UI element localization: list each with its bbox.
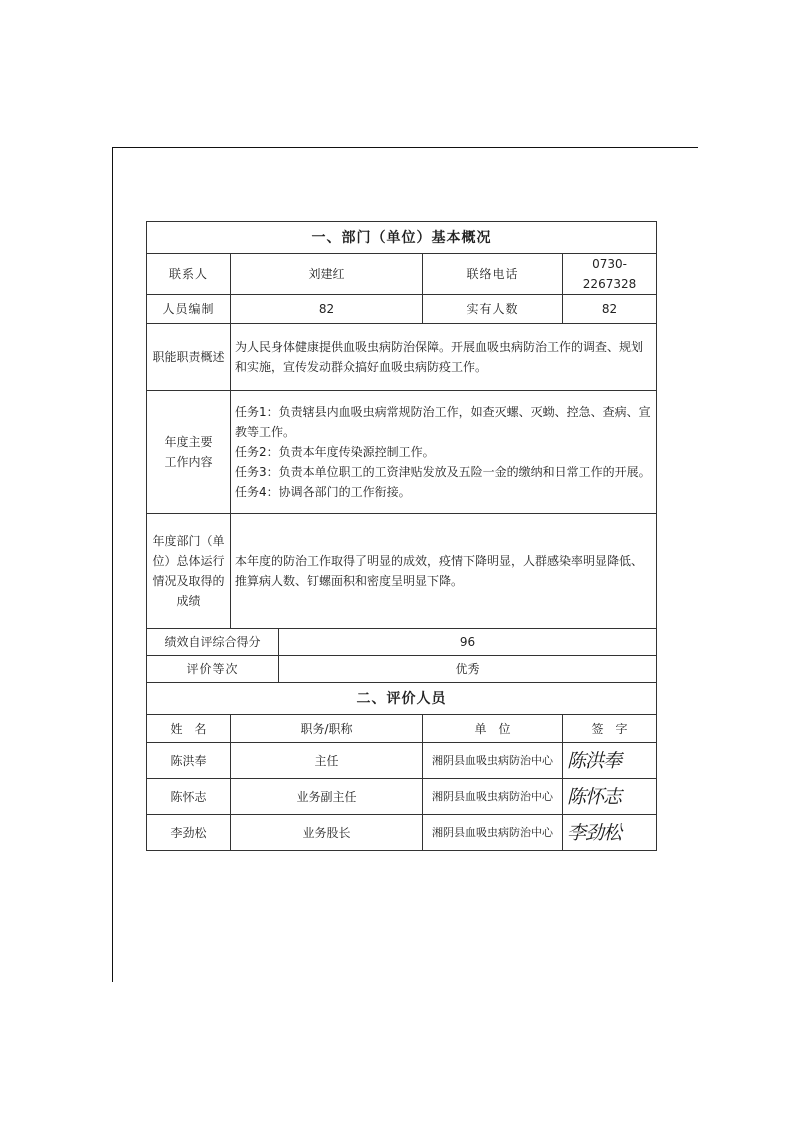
scan-edge-top: [112, 147, 698, 148]
section2-title: 二、评价人员: [147, 683, 657, 715]
task-item: 任务1：负责辖县内血吸虫病常规防治工作，如查灭螺、灭蚴、控急、查病、宣教等工作。: [235, 405, 651, 439]
phone-value: 0730-2267328: [563, 254, 657, 295]
evaluator-header-row: [147, 715, 657, 743]
handwritten-signature: 陈怀志: [563, 779, 657, 815]
evaluator-unit: 湘阴县血吸虫病防治中心: [423, 815, 563, 851]
contact-row: [147, 254, 657, 295]
header-name: 姓 名: [147, 715, 231, 743]
header-title: 职务/职称: [231, 715, 423, 743]
actual-label: 实有人数: [423, 295, 563, 324]
section2-title-row: [147, 683, 657, 715]
evaluator-title: 业务副主任: [231, 779, 423, 815]
summary-text: 本年度的防治工作取得了明显的成效，疫情下降明显，人群感染率明显降低、推算病人数、钉螺面积和密度呈明显下降。: [231, 514, 657, 629]
evaluation-form-table: [146, 221, 657, 851]
score-label: 绩效自评综合得分: [147, 629, 279, 656]
task-item: 任务3：负责本单位职工的工资津贴发放及五险一金的缴纳和日常工作的开展。: [235, 465, 651, 479]
contact-value: 刘建红: [231, 254, 423, 295]
annual-label: [147, 391, 231, 514]
annual-tasks: [231, 391, 657, 514]
evaluator-unit: 湘阴县血吸虫病防治中心: [423, 779, 563, 815]
score-row: [147, 629, 657, 656]
scan-edge-left: [112, 147, 113, 982]
evaluator-name: 陈怀志: [147, 779, 231, 815]
actual-value: 82: [563, 295, 657, 324]
phone-label: 联络电话: [423, 254, 563, 295]
evaluator-row: [147, 815, 657, 851]
score-value: 96: [279, 629, 657, 656]
summary-label: 年度部门（单位）总体运行情况及取得的成绩: [147, 514, 231, 629]
evaluator-row: [147, 743, 657, 779]
evaluator-name: 陈洪奉: [147, 743, 231, 779]
header-unit: 单 位: [423, 715, 563, 743]
section1-title: 一、部门（单位）基本概况: [147, 222, 657, 254]
task-item: 任务2：负责本年度传染源控制工作。: [235, 445, 435, 459]
evaluator-name: 李劲松: [147, 815, 231, 851]
staff-row: [147, 295, 657, 324]
duty-row: [147, 324, 657, 391]
evaluator-title: 主任: [231, 743, 423, 779]
grade-label: 评价等次: [147, 656, 279, 683]
evaluator-unit: 湘阴县血吸虫病防治中心: [423, 743, 563, 779]
annual-work-row: [147, 391, 657, 514]
grade-row: [147, 656, 657, 683]
section1-title-row: [147, 222, 657, 254]
evaluator-title: 业务股长: [231, 815, 423, 851]
evaluator-row: [147, 779, 657, 815]
duty-text: 为人民身体健康提供血吸虫病防治保障。开展血吸虫病防治工作的调查、规划和实施，宣传发动群众搞好血吸虫病防疫工作。: [231, 324, 657, 391]
annual-label-line1: 年度主要: [164, 435, 213, 449]
task-item: 任务4：协调各部门的工作衔接。: [235, 485, 411, 499]
handwritten-signature: 陈洪奉: [563, 743, 657, 779]
contact-label: 联系人: [147, 254, 231, 295]
grade-value: 优秀: [279, 656, 657, 683]
header-signature: 签 字: [563, 715, 657, 743]
summary-row: [147, 514, 657, 629]
duty-label: 职能职责概述: [147, 324, 231, 391]
staff-label: 人员编制: [147, 295, 231, 324]
annual-label-line2: 工作内容: [164, 455, 213, 469]
handwritten-signature: 李劲松: [563, 815, 657, 851]
staff-value: 82: [231, 295, 423, 324]
